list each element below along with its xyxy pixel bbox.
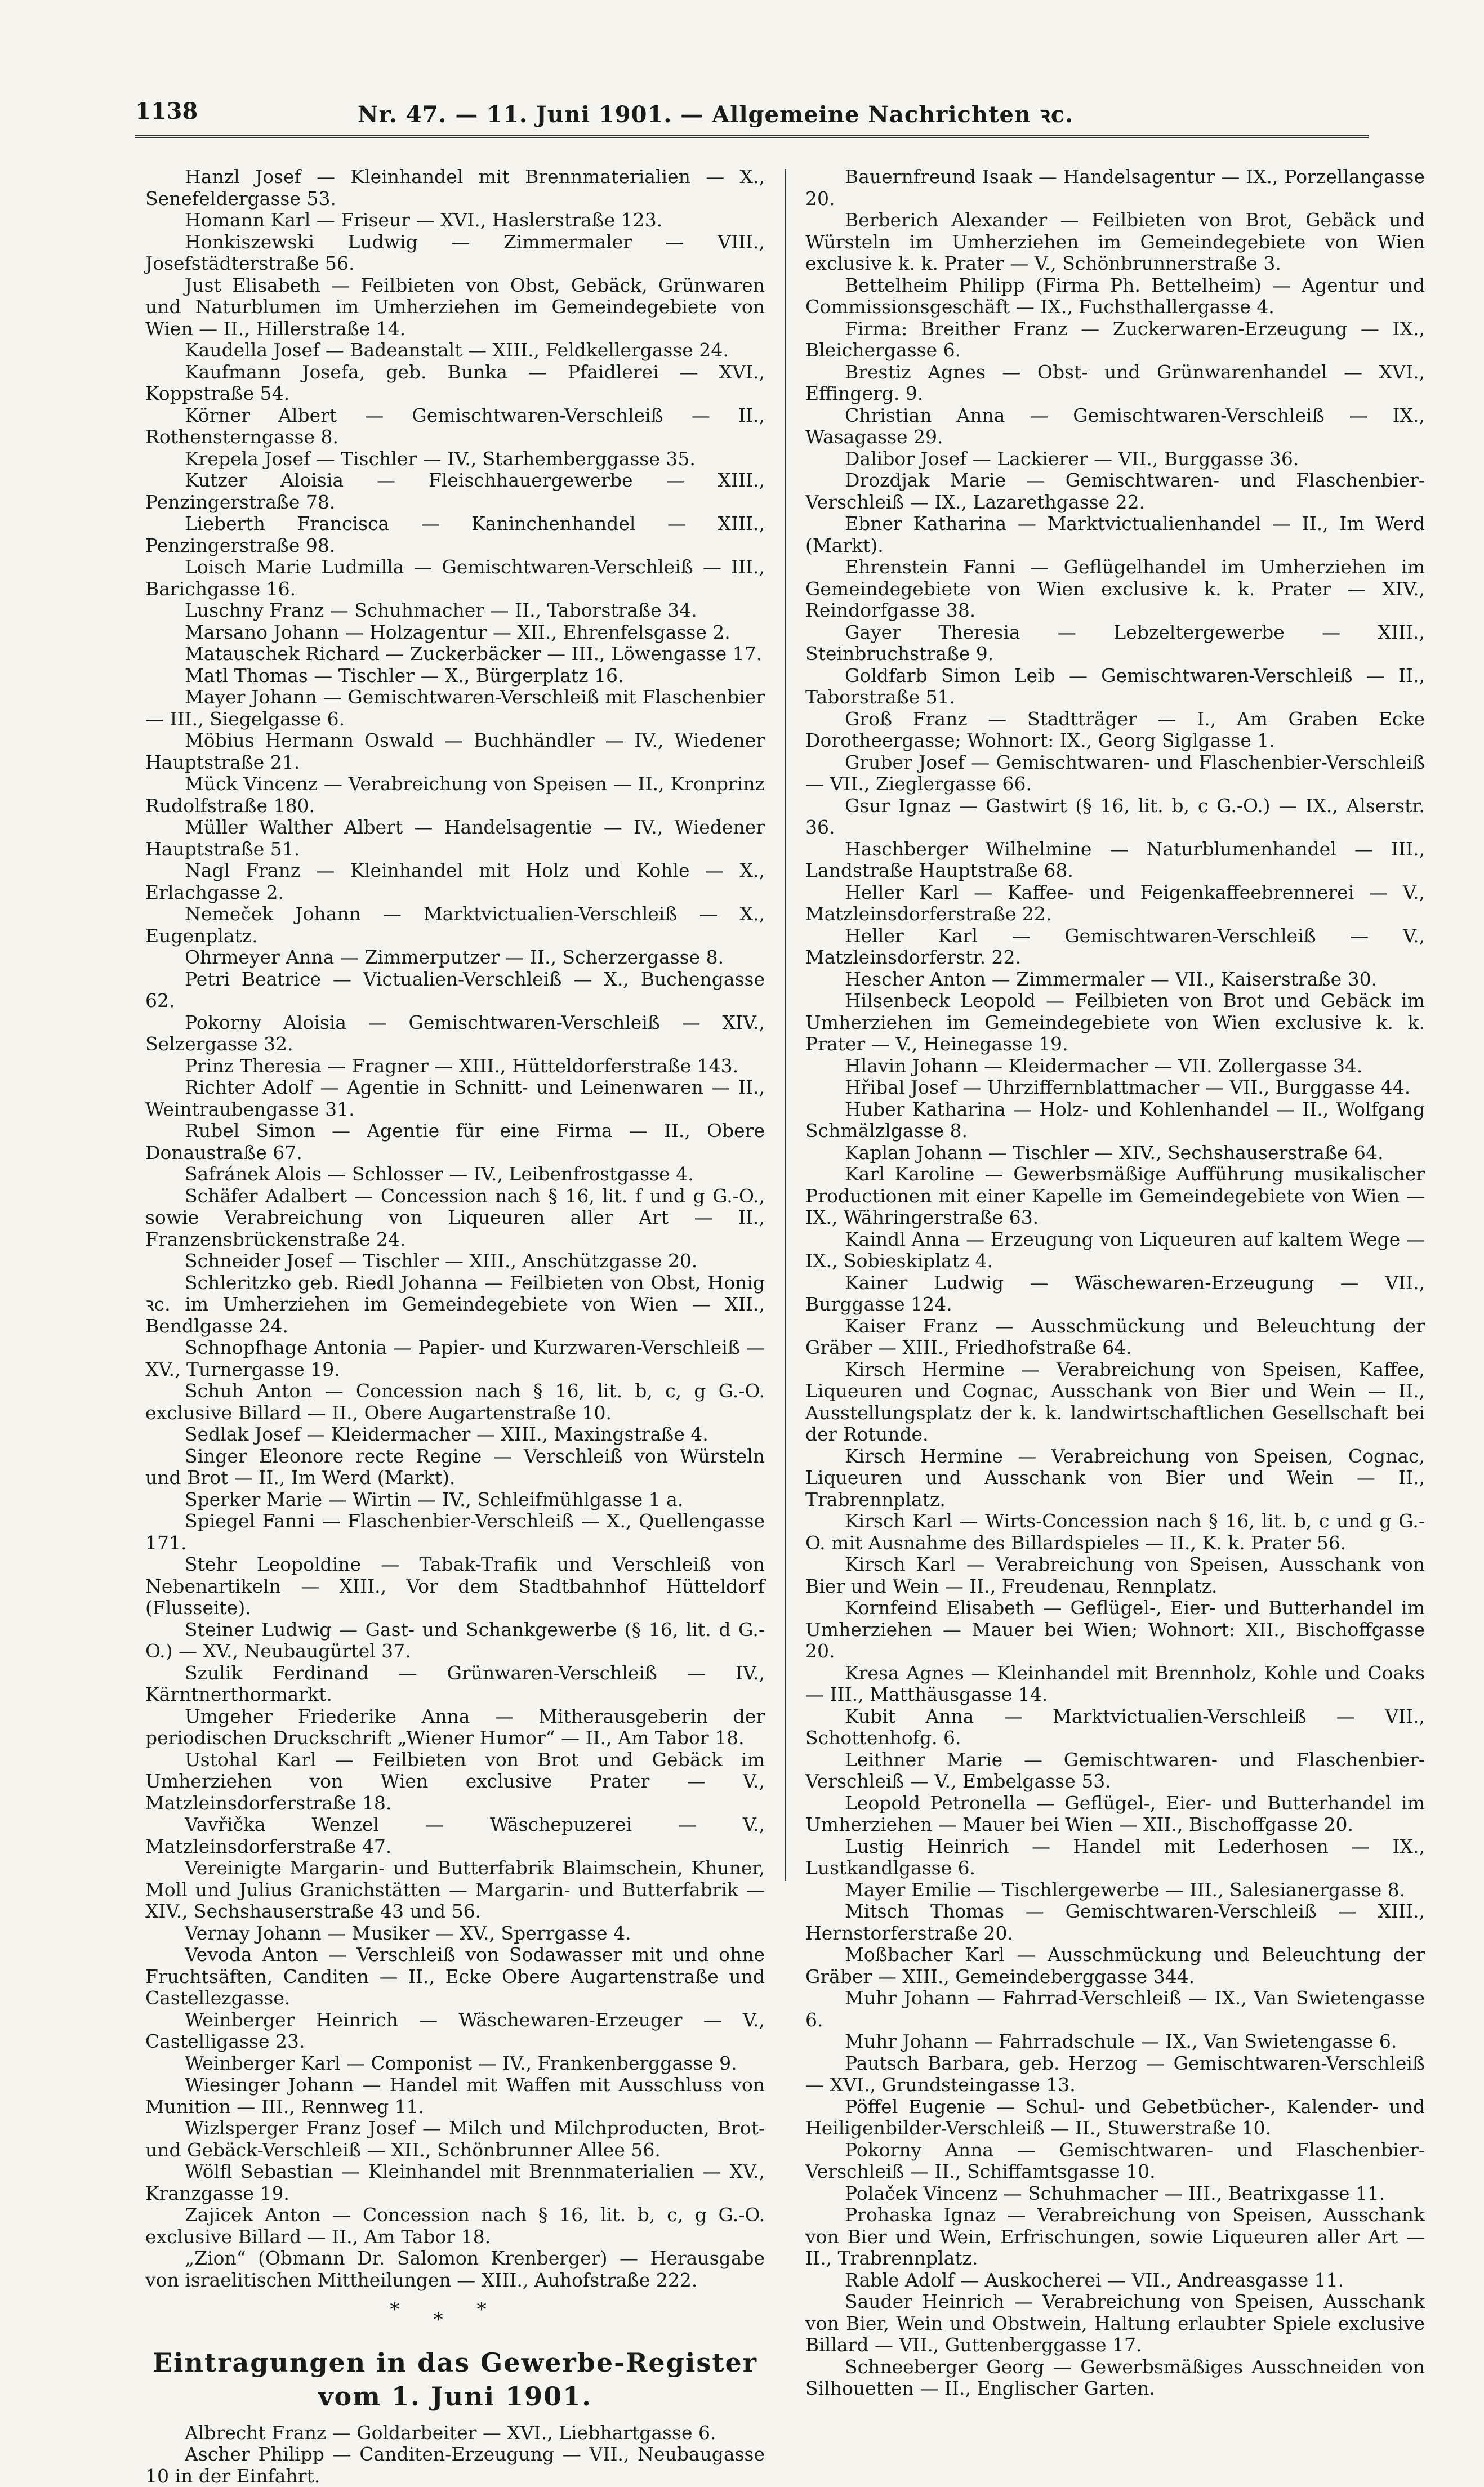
register-entry: Just Elisabeth — Feilbieten von Obst, Gebäck, Grünwaren und Naturblumen im Umherziehen im Gemeindegebiete von Wien — II., Hillerstraße 14. bbox=[145, 274, 765, 340]
page-header bbox=[135, 95, 1374, 128]
register-entry: Spiegel Fanni — Flaschenbier-Verschleiß — X., Quellengasse 171. bbox=[145, 1510, 765, 1554]
register-entry: Körner Albert — Gemischtwaren-Verschleiß — II., Rothensterngasse 8. bbox=[145, 404, 765, 448]
register-entry: Kornfeind Elisabeth — Geflügel-, Eier- und Butterhandel im Umherziehen — Mauer bei Wien; Wohnort: XII., Bischoffgasse 20. bbox=[805, 1597, 1425, 1662]
register-entry: Ebner Katharina — Marktvictualienhandel — II., Im Werd (Markt). bbox=[805, 512, 1425, 556]
column-divider bbox=[785, 169, 786, 1881]
register-entry: Kirsch Hermine — Verabreichung von Speisen, Cognac, Liqueuren und Ausschank von Bier und Wein — II., Trabrennplatz. bbox=[805, 1445, 1425, 1510]
register-entry: Szulik Ferdinand — Grünwaren-Verschleiß — IV., Kärntnerthormarkt. bbox=[145, 1661, 765, 1705]
register-entry: Pokorny Anna — Gemischtwaren- und Flaschenbier-Verschleiß — II., Schiffamtsgasse 10. bbox=[805, 2138, 1425, 2182]
register-entry: Dalibor Josef — Lackierer — VII., Burggasse 36. bbox=[845, 447, 1299, 470]
register-entry: Kirsch Hermine — Verabreichung von Speisen, Kaffee, Liqueuren und Cognac, Ausschank von Bier und Wein — II., Ausstellungsplatz der k. k. landwirtschaftlichen Gesellschaft bei der Rotunde. bbox=[805, 1358, 1425, 1445]
register-entry: Drozdjak Marie — Gemischtwaren- und Flaschenbier-Verschleiß — IX., Lazarethgasse 22. bbox=[805, 469, 1425, 513]
register-entry: Vernay Johann — Musiker — XV., Sperrgasse 4. bbox=[185, 1922, 631, 1944]
register-entry: Richter Adolf — Agentie in Schnitt- und Leinenwaren — II., Weintraubengasse 31. bbox=[145, 1076, 765, 1120]
register-entry: Karl Karoline — Gewerbsmäßige Aufführung musikalischer Productionen mit einer Kapelle im Gemeindegebiete von Wien — IX., Währingerstraße 63. bbox=[805, 1163, 1425, 1228]
register-entry: Singer Eleonore recte Regine — Verschleiß von Würsteln und Brot — II., Im Werd (Markt). bbox=[145, 1445, 765, 1488]
register-entry: Schneider Josef — Tischler — XIII., Anschützgasse 20. bbox=[185, 1250, 698, 1272]
register-entry: Gayer Theresia — Lebzeltergewerbe — XIII., Steinbruchstraße 9. bbox=[805, 621, 1425, 665]
register-entry: Vavřička Wenzel — Wäschepuzerei — V., Matzleinsdorferstraße 47. bbox=[145, 1813, 765, 1857]
register-entry: Weinberger Karl — Componist — IV., Frankenberggasse 9. bbox=[185, 2052, 737, 2074]
register-entry: Kaiser Franz — Ausschmückung und Beleuchtung der Gräber — XIII., Friedhofstraße 64. bbox=[805, 1314, 1425, 1358]
register-entry: Haschberger Wilhelmine — Naturblumenhandel — III., Landstraße Hauptstraße 68. bbox=[805, 837, 1425, 881]
page-number: 1138 bbox=[135, 98, 198, 124]
register-entry: Weinberger Heinrich — Wäschewaren-Erzeuger — V., Castelligasse 23. bbox=[145, 2008, 765, 2052]
register-entry: Pöffel Eugenie — Schul- und Gebetbücher-, Kalender- und Heiligenbilder-Verschleiß — II., Stuwerstraße 10. bbox=[805, 2095, 1425, 2139]
register-entry: Mück Vincenz — Verabreichung von Speisen — II., Kronprinz Rudolfstraße 180. bbox=[145, 773, 765, 817]
section-separator-stars bbox=[145, 2298, 765, 2331]
register-entry: Marsano Johann — Holzagentur — XII., Ehrenfelsgasse 2. bbox=[185, 621, 730, 643]
register-entry: Mitsch Thomas — Gemischtwaren-Verschleiß — XIII., Hernstorferstraße 20. bbox=[805, 1900, 1425, 1944]
register-entry: Albrecht Franz — Goldarbeiter — XVI., Liebhartgasse 6. bbox=[185, 2421, 716, 2444]
register-entry: Wizlsperger Franz Josef — Milch und Milchproducten, Brot- und Gebäck-Verschleiß — XII., Schönbrunner Allee 56. bbox=[145, 2117, 765, 2161]
star-glyph: * bbox=[476, 2298, 520, 2321]
register-entry: Moßbacher Karl — Ausschmückung und Beleuchtung der Gräber — XIII., Gemeindeberggasse 344. bbox=[805, 1944, 1425, 1987]
register-entry: Kaindl Anna — Erzeugung von Liqueuren auf kaltem Wege — IX., Sobieskiplatz 4. bbox=[805, 1228, 1425, 1272]
register-entry: „Zion“ (Obmann Dr. Salomon Krenberger) — Herausgabe von israelitischen Mittheilungen — XIII., Auhofstraße 222. bbox=[145, 2247, 765, 2291]
register-entry: Heller Karl — Kaffee- und Feigenkaffeebrennerei — V., Matzleinsdorferstraße 22. bbox=[805, 881, 1425, 925]
register-entry: Steiner Ludwig — Gast- und Schankgewerbe (§ 16, lit. d G.-O.) — XV., Neubaugürtel 37. bbox=[145, 1618, 765, 1662]
register-entry: Sauder Heinrich — Verabreichung von Speisen, Ausschank von Bier, Wein und Obstwein, Haltung erlaubter Spiele exclusive Billard — VII., Guttenberggasse 17. bbox=[805, 2290, 1425, 2356]
register-entry: Lieberth Francisca — Kaninchenhandel — XIII., Penzingerstraße 98. bbox=[145, 512, 765, 556]
register-entry: Gruber Josef — Gemischtwaren- und Flaschenbier-Verschleiß — VII., Zieglergasse 66. bbox=[805, 751, 1425, 795]
register-entry: Homann Karl — Friseur — XVI., Haslerstraße 123. bbox=[185, 209, 663, 231]
register-entry: Hanzl Josef — Kleinhandel mit Brennmaterialien — X., Senefeldergasse 53. bbox=[145, 166, 765, 210]
register-entry: Firma: Breither Franz — Zuckerwaren-Erzeugung — IX., Bleichergasse 6. bbox=[805, 317, 1425, 361]
left-column bbox=[145, 166, 765, 2487]
section-title bbox=[145, 2346, 765, 2413]
register-entry: Hřibal Josef — Uhrziffernblattmacher — VII., Burggasse 44. bbox=[845, 1076, 1411, 1098]
star-glyph: * bbox=[433, 2308, 477, 2331]
register-entry: Groß Franz — Stadtträger — I., Am Graben Ecke Dorotheergasse; Wohnort: IX., Georg Siglgasse 1. bbox=[805, 707, 1425, 751]
register-entry: Kaplan Johann — Tischler — XIV., Sechshauserstraße 64. bbox=[845, 1141, 1384, 1164]
star-glyph: * bbox=[390, 2298, 434, 2321]
register-entry: Schuh Anton — Concession nach § 16, lit. b, c, g G.-O. exclusive Billard — II., Obere Augartenstraße 10. bbox=[145, 1380, 765, 1424]
register-entry: Matauschek Richard — Zuckerbäcker — III., Löwengasse 17. bbox=[185, 643, 763, 665]
register-entry: Christian Anna — Gemischtwaren-Verschleiß — IX., Wasagasse 29. bbox=[805, 404, 1425, 448]
register-entry: Möbius Hermann Oswald — Buchhändler — IV., Wiedener Hauptstraße 21. bbox=[145, 729, 765, 773]
register-entry: Polaček Vincenz — Schuhmacher — III., Beatrixgasse 11. bbox=[845, 2182, 1385, 2204]
register-entry: Prinz Theresia — Fragner — XIII., Hütteldorferstraße 143. bbox=[185, 1054, 739, 1077]
register-entry: Kaudella Josef — Badeanstalt — XIII., Feldkellergasse 24. bbox=[185, 339, 729, 361]
register-entry: Huber Katharina — Holz- und Kohlenhandel — II., Wolfgang Schmälzlgasse 8. bbox=[805, 1098, 1425, 1142]
register-entry: Berberich Alexander — Feilbieten von Brot, Gebäck und Würsteln im Umherziehen im Gemeindegebiete von Wien exclusive k. k. Prater — V., Schönbrunnerstraße 3. bbox=[805, 209, 1425, 274]
register-entry: Leopold Petronella — Geflügel-, Eier- und Butterhandel im Umherziehen — Mauer bei Wien — XII., Bischoffgasse 20. bbox=[805, 1791, 1425, 1835]
right-column bbox=[805, 166, 1425, 2400]
register-entry: Bauernfreund Isaak — Handelsagentur — IX., Porzellangasse 20. bbox=[805, 166, 1425, 210]
register-entry: Vereinigte Margarin- und Butterfabrik Blaimschein, Khuner, Moll und Julius Granichstätten — Margarin- und Butterfabrik — XIV., Sechshauserstraße 43 und 56. bbox=[145, 1857, 765, 1922]
section-title-date: vom 1. Juni 1901. bbox=[318, 2381, 592, 2412]
register-entry: Petri Beatrice — Victualien-Verschleiß — X., Buchengasse 62. bbox=[145, 968, 765, 1011]
register-entry: Sperker Marie — Wirtin — IV., Schleifmühlgasse 1 a. bbox=[185, 1488, 684, 1510]
register-entry: Hilsenbeck Leopold — Feilbieten von Brot und Gebäck im Umherziehen im Gemeindegebiete von Wien exclusive k. k. Prater — V., Heinegasse 19. bbox=[805, 990, 1425, 1055]
register-entry: Pokorny Aloisia — Gemischtwaren-Verschleiß — XIV., Selzergasse 32. bbox=[145, 1011, 765, 1055]
register-entry: Ascher Philipp — Canditen-Erzeugung — VII., Neubaugasse 10 in der Einfahrt. bbox=[145, 2443, 765, 2487]
register-entry: Stehr Leopoldine — Tabak-Trafik und Verschleiß von Nebenartikeln — XIII., Vor dem Stadtbahnhof Hütteldorf (Flusseite). bbox=[145, 1553, 765, 1619]
register-entry: Muhr Johann — Fahrrad-Verschleiß — IX., Van Swietengasse 6. bbox=[805, 1987, 1425, 2031]
register-entry: Kainer Ludwig — Wäschewaren-Erzeugung — VII., Burggasse 124. bbox=[805, 1271, 1425, 1315]
register-entry: Krepela Josef — Tischler — IV., Starhemberggasse 35. bbox=[185, 447, 696, 470]
register-entry: Ehrenstein Fanni — Geflügelhandel im Umherziehen im Gemeindegebiete von Wien exclusive k. k. Prater — XIV., Reindorfgasse 38. bbox=[805, 556, 1425, 621]
register-entry: Honkiszewski Ludwig — Zimmermaler — VIII., Josefstädterstraße 56. bbox=[145, 230, 765, 274]
register-entry: Goldfarb Simon Leib — Gemischtwaren-Verschleiß — II., Taborstraße 51. bbox=[805, 664, 1425, 708]
register-entry: Ustohal Karl — Feilbieten von Brot und Gebäck im Umherziehen von Wien exclusive Prater — V., Matzleinsdorferstraße 18. bbox=[145, 1748, 765, 1814]
register-entry: Prohaska Ignaz — Verabreichung von Speisen, Ausschank von Bier und Wein, Erfrischungen, sowie Liqueuren aller Art — II., Trabrennplatz. bbox=[805, 2204, 1425, 2269]
register-entry: Bettelheim Philipp (Firma Ph. Bettelheim) — Agentur und Commissionsgeschäft — IX., Fuchsthallergasse 4. bbox=[805, 274, 1425, 318]
header-rule bbox=[135, 135, 1369, 138]
register-entry: Loisch Marie Ludmilla — Gemischtwaren-Verschleiß — III., Barichgasse 16. bbox=[145, 556, 765, 600]
register-entry: Schleritzko geb. Riedl Johanna — Feilbieten von Obst, Honig ꝛc. im Umherziehen im Gemeindegebiete von Wien — XII., Bendlgasse 24. bbox=[145, 1271, 765, 1337]
register-entry: Wiesinger Johann — Handel mit Waffen mit Ausschluss von Munition — III., Rennweg 11. bbox=[145, 2074, 765, 2118]
register-entry: Umgeher Friederike Anna — Mitherausgeberin der periodischen Druckschrift „Wiener Humor“ — II., Am Tabor 18. bbox=[145, 1705, 765, 1749]
register-entry: Kaufmann Josefa, geb. Bunka — Pfaidlerei — XVI., Koppstraße 54. bbox=[145, 360, 765, 404]
register-entry: Kubit Anna — Marktvictualien-Verschleiß — VII., Schottenhofg. 6. bbox=[805, 1705, 1425, 1749]
register-entry: Schäfer Adalbert — Concession nach § 16, lit. f und g G.-O., sowie Verabreichung von Liqueuren aller Art — II., Franzensbrückenstraße 24. bbox=[145, 1184, 765, 1250]
register-entry: Kirsch Karl — Wirts-Concession nach § 16, lit. b, c und g G.-O. mit Ausnahme des Billardspieles — II., K. k. Prater 56. bbox=[805, 1510, 1425, 1554]
register-entry: Wölfl Sebastian — Kleinhandel mit Brennmaterialien — XV., Kranzgasse 19. bbox=[145, 2160, 765, 2204]
register-entry: Schnopfhage Antonia — Papier- und Kurzwaren-Verschleiß — XV., Turnergasse 19. bbox=[145, 1336, 765, 1380]
register-entry: Ohrmeyer Anna — Zimmerputzer — II., Scherzergasse 8. bbox=[185, 946, 724, 968]
register-entry: Heller Karl — Gemischtwaren-Verschleiß — V., Matzleinsdorferstr. 22. bbox=[805, 924, 1425, 968]
register-entry: Schneeberger Georg — Gewerbsmäßiges Ausschneiden von Silhouetten — II., Englischer Garten. bbox=[805, 2355, 1425, 2399]
register-entry: Matl Thomas — Tischler — X., Bürgerplatz 16. bbox=[185, 664, 624, 687]
section-title-line: Eintragungen in das Gewerbe-Register bbox=[153, 2347, 757, 2378]
register-entry: Brestiz Agnes — Obst- und Grünwarenhandel — XVI., Effingerg. 9. bbox=[805, 360, 1425, 404]
register-entry: Kresa Agnes — Kleinhandel mit Brennholz, Kohle und Coaks — III., Matthäusgasse 14. bbox=[805, 1661, 1425, 1705]
register-entry: Vevoda Anton — Verschleiß von Sodawasser mit und ohne Fruchtsäften, Canditen — II., Ecke Obere Augartenstraße und Castellezgasse. bbox=[145, 1944, 765, 2009]
register-entry: Luschny Franz — Schuhmacher — II., Taborstraße 34. bbox=[185, 599, 697, 621]
register-entry: Leithner Marie — Gemischtwaren- und Flaschenbier-Verschleiß — V., Embelgasse 53. bbox=[805, 1748, 1425, 1792]
register-entry: Kirsch Karl — Verabreichung von Speisen, Ausschank von Bier und Wein — II., Freudenau, Rennplatz. bbox=[805, 1553, 1425, 1597]
register-entry: Kutzer Aloisia — Fleischhauergewerbe — XIII., Penzingerstraße 78. bbox=[145, 469, 765, 513]
register-entry: Rubel Simon — Agentie für eine Firma — II., Obere Donaustraße 67. bbox=[145, 1120, 765, 1164]
register-entry: Pautsch Barbara, geb. Herzog — Gemischtwaren-Verschleiß — XVI., Grundsteingasse 13. bbox=[805, 2052, 1425, 2096]
register-entry: Muhr Johann — Fahrradschule — IX., Van Swietengasse 6. bbox=[845, 2030, 1397, 2052]
register-entry: Safránek Alois — Schlosser — IV., Leibenfrostgasse 4. bbox=[185, 1163, 694, 1185]
register-entry: Lustig Heinrich — Handel mit Lederhosen — IX., Lustkandlgasse 6. bbox=[805, 1835, 1425, 1879]
register-entry: Nagl Franz — Kleinhandel mit Holz und Kohle — X., Erlachgasse 2. bbox=[145, 859, 765, 903]
register-entry: Hescher Anton — Zimmermaler — VII., Kaiserstraße 30. bbox=[845, 968, 1378, 990]
register-entry: Hlavin Johann — Kleidermacher — VII. Zollergasse 34. bbox=[845, 1054, 1363, 1077]
register-entry: Müller Walther Albert — Handelsagentie — IV., Wiedener Hauptstraße 51. bbox=[145, 816, 765, 860]
register-entry: Mayer Johann — Gemischtwaren-Verschleiß mit Flaschenbier — III., Siegelgasse 6. bbox=[145, 686, 765, 730]
register-entry: Sedlak Josef — Kleidermacher — XIII., Maxingstraße 4. bbox=[185, 1423, 708, 1445]
register-entry: Nemeček Johann — Marktvictualien-Verschleiß — X., Eugenplatz. bbox=[145, 903, 765, 947]
register-entry: Rable Adolf — Auskocherei — VII., Andreasgasse 11. bbox=[845, 2268, 1344, 2291]
register-entry: Gsur Ignaz — Gastwirt (§ 16, lit. b, c G.-O.) — IX., Alserstr. 36. bbox=[805, 794, 1425, 838]
running-title: Nr. 47. — 11. Juni 1901. — Allgemeine Nachrichten ꝛc. bbox=[358, 101, 1074, 128]
register-entry: Mayer Emilie — Tischlergewerbe — III., Salesianergasse 8. bbox=[845, 1878, 1406, 1901]
register-entry: Zajicek Anton — Concession nach § 16, lit. b, c, g G.-O. exclusive Billard — II., Am Tabor 18. bbox=[145, 2204, 765, 2248]
